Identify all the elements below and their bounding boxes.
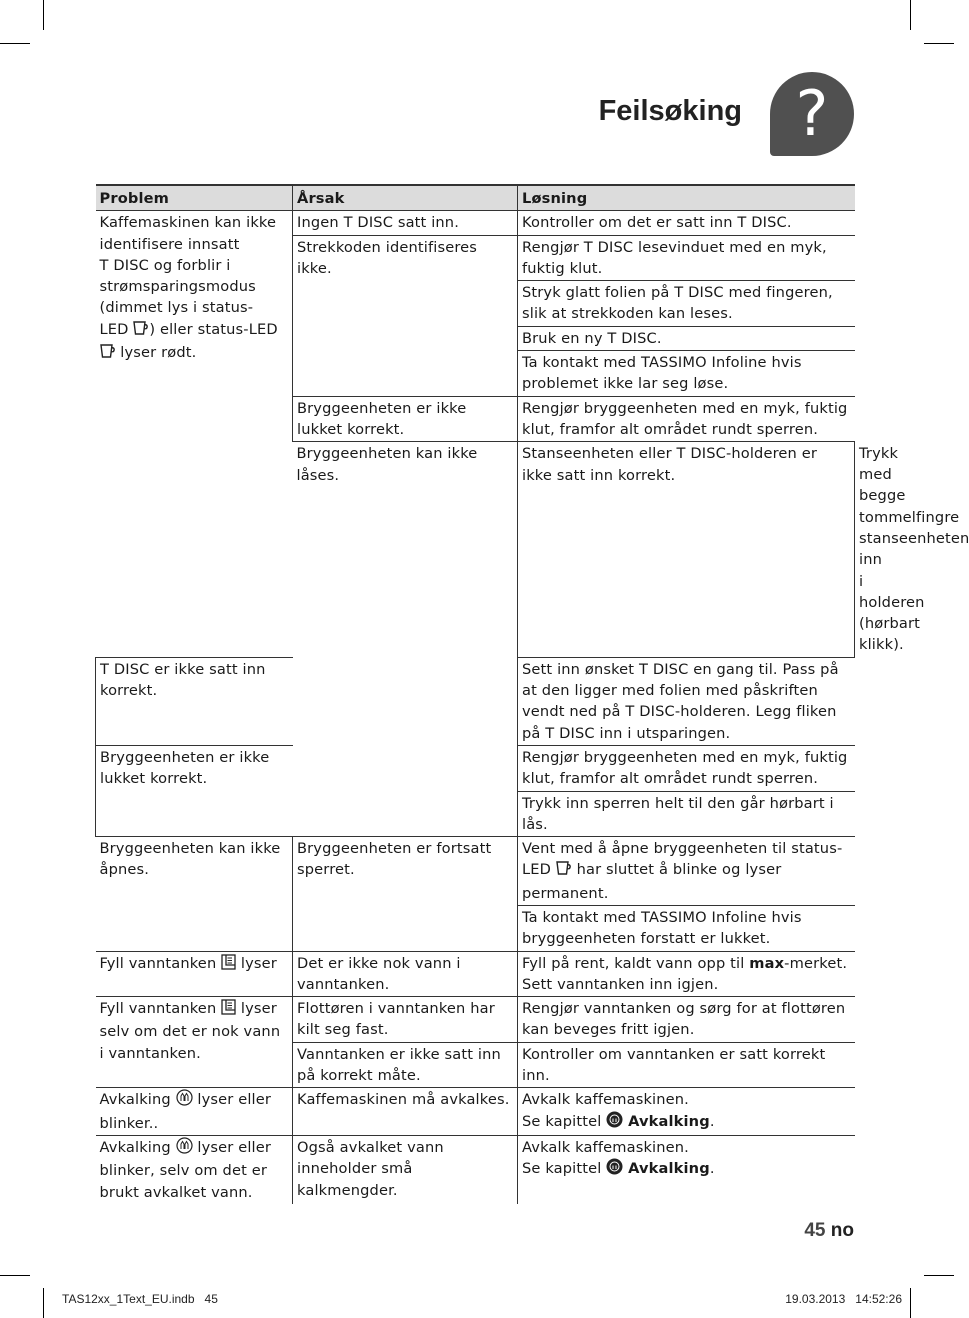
cause-cell: Vanntanken er ikke satt inn på korrekt måte. bbox=[293, 1042, 518, 1088]
solution-cell: Vent med å åpne bryggeenheten til status-LED har sluttet å blinke og lyser permanent. bbox=[518, 837, 855, 906]
table-row bbox=[96, 1088, 855, 1136]
crop-mark bbox=[0, 43, 30, 44]
cause-cell: Stanseenheten eller T DISC-holderen er ikke satt inn korrekt. bbox=[518, 442, 855, 657]
cause-cell: Det er ikke nok vann i vanntanken. bbox=[293, 951, 518, 997]
table-row bbox=[96, 951, 855, 997]
troubleshooting-table bbox=[95, 184, 969, 1204]
crop-mark bbox=[924, 43, 954, 44]
cause-cell: Flottøren i vanntanken har kilt seg fast. bbox=[293, 997, 518, 1043]
problem-cell: Bryggeenheten kan ikke låses. bbox=[293, 442, 518, 837]
cause-cell: Ingen T DISC satt inn. bbox=[293, 211, 518, 235]
solution-cell: Rengjør bryggeenheten med en myk, fuktig klut, framfor alt området rundt sperren. bbox=[518, 745, 855, 791]
cause-cell: T DISC er ikke satt inn korrekt. bbox=[96, 657, 293, 745]
solution-cell: Ta kontakt med TASSIMO Infoline hvis bryggeenheten forstatt er lukket. bbox=[518, 906, 855, 952]
cup-icon bbox=[133, 320, 149, 342]
table-row bbox=[96, 837, 855, 906]
solution-cell: Stryk glatt folien på T DISC med fingeren, slik at strekkoden kan leses. bbox=[518, 281, 855, 327]
cause-cell: Også avkalket vann inneholder små kalkmengder. bbox=[293, 1135, 518, 1203]
solution-cell: Sett inn ønsket T DISC en gang til. Pass på at den ligger med folien med påskriften vendt ned på T DISC-holderen. Legg fliken på T DISC inn i utsparingen. bbox=[518, 657, 855, 745]
problem-cell: Avkalking lyser eller blinker.. bbox=[96, 1088, 293, 1136]
solution-cell: Rengjør vanntanken og sørg for at flottøren kan beveges fritt igjen. bbox=[518, 997, 855, 1043]
water-tank-icon bbox=[221, 999, 236, 1021]
solution-cell: Trykk inn sperren helt til den går hørbart i lås. bbox=[518, 791, 855, 837]
solution-cell: Fyll på rent, kaldt vann opp til max-merket. Sett vanntanken inn igjen. bbox=[518, 951, 855, 997]
table-row bbox=[96, 1135, 855, 1203]
problem-cell: Bryggeenheten kan ikke åpnes. bbox=[96, 837, 293, 951]
problem-cell: Avkalking lyser eller blinker, selv om det er brukt avkalket vann. bbox=[99, 1138, 272, 1201]
solution-cell: Ta kontakt med TASSIMO Infoline hvis problemet ikke lar seg løse. bbox=[518, 351, 855, 397]
descaling-filled-icon bbox=[606, 1111, 623, 1134]
cause-cell: Kaffemaskinen må avkalkes. bbox=[293, 1088, 518, 1136]
problem-cell: Fyll vanntanken lyser bbox=[96, 951, 293, 997]
help-question-icon: ? bbox=[770, 72, 854, 156]
header-solution: Løsning bbox=[518, 185, 855, 211]
solution-cell: Rengjør T DISC lesevinduet med en myk, fuktig klut. bbox=[518, 235, 855, 281]
table-row: Bryggeenheten kan ikke låses. Stanseenheten eller T DISC-holderen er ikke satt inn korrekt. Trykk med begge tommelfingre stanseenheten inn i holderen (hørbart klikk). bbox=[96, 442, 855, 657]
cause-cell: Bryggeenheten er ikke lukket korrekt. bbox=[293, 396, 518, 442]
water-tank-icon bbox=[221, 954, 236, 976]
crop-mark bbox=[910, 0, 911, 30]
table-header-row bbox=[96, 185, 855, 211]
cause-cell: Strekkoden identifiseres ikke. bbox=[293, 235, 518, 396]
page-number: 45 no bbox=[804, 1220, 854, 1241]
descaling-icon bbox=[176, 1089, 193, 1112]
header-cause: Årsak bbox=[293, 185, 518, 211]
crop-mark bbox=[910, 1288, 911, 1318]
cause-cell: Bryggeenheten er fortsatt sperret. bbox=[293, 837, 518, 951]
page-title: Feilsøking bbox=[598, 95, 742, 127]
descaling-filled-icon bbox=[606, 1158, 623, 1181]
solution-cell: Kontroller om vanntanken er satt korrekt inn. bbox=[518, 1042, 855, 1088]
descaling-icon bbox=[176, 1137, 193, 1160]
problem-cell: Kaffemaskinen kan ikke identifisere innsatt T DISC og forblir i strømsparingsmodus (dimmet lys i status- LED ) eller status-LED lyser rødt. bbox=[96, 211, 293, 657]
cause-cell: Bryggeenheten er ikke lukket korrekt. bbox=[96, 745, 293, 836]
crop-mark bbox=[0, 1275, 30, 1276]
footer-timestamp: 19.03.2013 14:52:26 bbox=[785, 1292, 902, 1306]
cup-icon bbox=[556, 860, 572, 882]
solution-cell: Avkalk kaffemaskinen. Se kapittel Avkalking. bbox=[518, 1088, 855, 1136]
crop-mark bbox=[924, 1275, 954, 1276]
footer-file-info: TAS12xx_1Text_EU.indb 45 bbox=[62, 1292, 218, 1306]
solution-cell: Kontroller om det er satt inn T DISC. bbox=[518, 211, 855, 235]
table-row bbox=[96, 997, 855, 1043]
solution-cell: Rengjør bryggeenheten med en myk, fuktig klut, framfor alt området rundt sperren. bbox=[518, 396, 855, 442]
header-problem: Problem bbox=[96, 185, 293, 211]
cup-icon bbox=[100, 343, 116, 365]
solution-cell: Avkalk kaffemaskinen. Se kapittel Avkalking. bbox=[518, 1135, 855, 1203]
solution-cell: Bruk en ny T DISC. bbox=[518, 326, 855, 350]
problem-cell: Fyll vanntanken lyser selv om det er nok vann i vanntanken. bbox=[96, 997, 293, 1088]
crop-mark bbox=[43, 1288, 44, 1318]
table-row bbox=[96, 211, 855, 235]
crop-mark bbox=[43, 0, 44, 30]
